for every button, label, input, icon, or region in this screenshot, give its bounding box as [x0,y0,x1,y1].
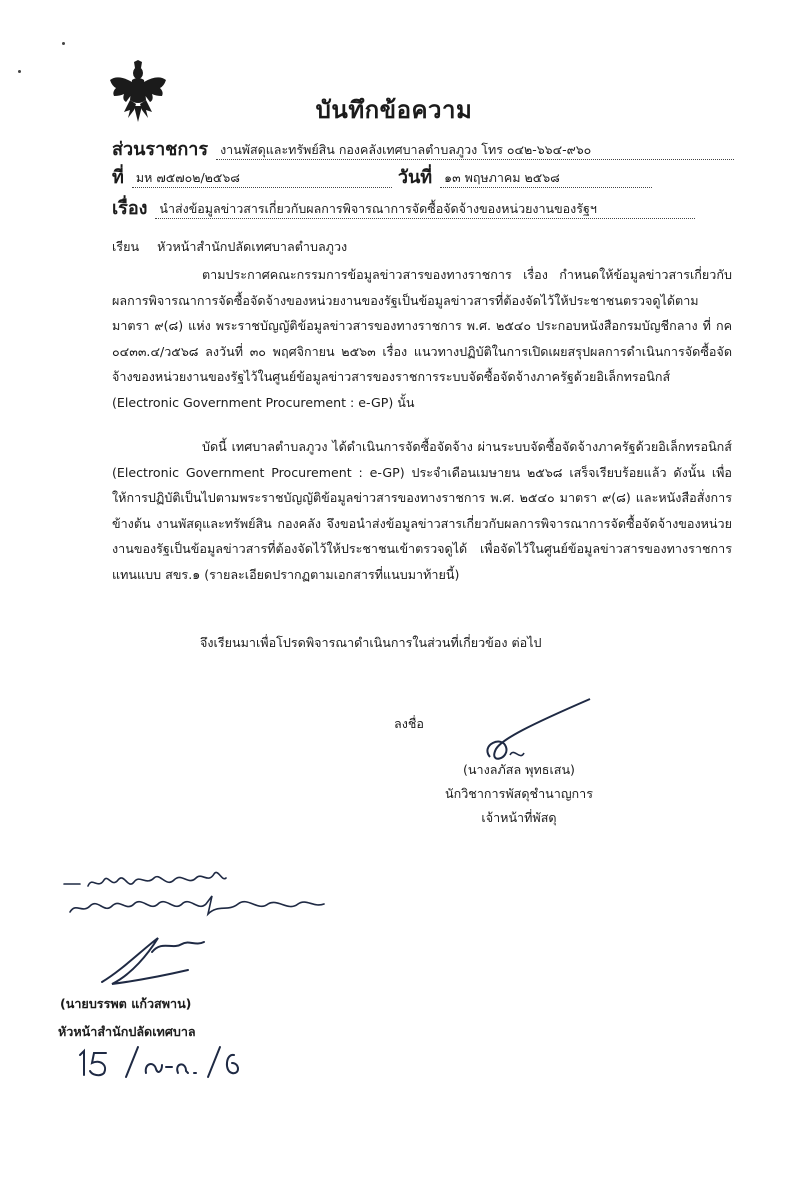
department-row [112,138,734,160]
department-label: ส่วนราชการ [112,139,209,160]
subject-label: เรื่อง [112,198,148,219]
approver-signature-scribble [92,930,222,992]
signer-position: นักวิชาการพัสดุชำนาญการ [444,786,594,801]
paragraph-1-text: ตามประกาศคณะกรรมการข้อมูลข่าวสารของทางราชการ เรื่อง กำหนดให้ข้อมูลข่าวสารเกี่ยวกับผลการพิจารณาการจัดซื้อจัดจ้างของหน่วยงานของรัฐเป็นข้อมูลข่าวสารที่ต้องจัดไว้ให้ประชาชนตรวจดูได้ตาม มาตรา ๙(๘) แห่ง พระราชบัญญัติข้อมูลข่าวสารของทางราชการ พ.ศ. ๒๕๔๐ ประกอบหนังสือกรมบัญชีกลาง ที่ กค ๐๔๓๓.๔/ว๕๖๘ ลงวันที่ ๓๐ พฤศจิกายน ๒๕๖๓ เรื่อง แนวทางปฏิบัติในการเปิดเผยสรุปผลการดำเนินการจัดซื้อจัดจ้างของหน่วยงานของรัฐไว้ในศูนย์ข้อมูลข่าวสารของราชการระบบจัดซื้อจัดจ้างภาครัฐด้วยอิเล็กทรอนิกส์ (Electronic Government Procurement : e-GP) นั้น [112,267,732,410]
handwritten-date [74,1045,244,1079]
salutation-label: เรียน [112,239,140,254]
closing-text: จึงเรียนมาเพื่อโปรดพิจารณาดำเนินการในส่วนที่เกี่ยวข้อง ต่อไป [200,635,542,650]
number-date-row [112,166,652,188]
number-label: ที่ [112,167,124,188]
subject-row [112,197,695,219]
salutation-value: หัวหน้าสำนักปลัดเทศบาลตำบลภูวง [157,239,348,254]
paragraph-2 [112,434,732,587]
signer-name: (นางลภัสล พุทธเสน) [463,762,575,777]
signer-role: เจ้าหน้าที่พัสดุ [481,810,557,825]
paragraph-1 [112,262,732,415]
signature-block [404,758,634,830]
salutation [112,234,361,260]
scan-dot [62,42,65,45]
date-value: ๑๓ พฤษภาคม ๒๕๖๘ [440,170,652,188]
handwritten-note [62,868,332,920]
date-label: วันที่ [397,167,433,188]
scan-dot [18,70,21,73]
paragraph-2-text: บัดนี้ เทศบาลตำบลภูวง ได้ดำเนินการจัดซื้อจัดจ้าง ผ่านระบบจัดซื้อจัดจ้างภาครัฐด้วยอิเล็กทรอนิกส์ (Electronic Government Procurement : e-GP) ประจำเดือนเมษายน ๒๕๖๘ เสร็จเรียบร้อยแล้ว ดังนั้น เพื่อให้การปฏิบัติเป็นไปตามพระราชบัญญัติข้อมูลข่าวสารของทางราชการ พ.ศ. ๒๕๔๐ มาตรา ๙(๘) และหนังสือสั่งการข้างต้น งานพัสดุและทรัพย์สิน กองคลัง จึงขอนำส่งข้อมูลข่าวสารเกี่ยวกับผลการพิจารณาการจัดซื้อจัดจ้างของหน่วยงานของรัฐเป็นข้อมูลข่าวสารที่ต้องจัดไว้ให้ประชาชนเข้าตรวจดูได้ เพื่อจัดไว้ในศูนย์ข้อมูลข่าวสารของทางราชการแทนแบบ สขร.๑ (รายละเอียดปรากฏตามเอกสารที่แนบมาท้ายนี้) [112,439,732,582]
signature-label: ลงชื่อ [394,716,424,731]
department-value: งานพัสดุและทรัพย์สิน กองคลังเทศบาลตำบลภูวง โทร ๐๔๒-๖๖๔-๙๖๐ [216,142,734,160]
approver-name: (นายบรรพต แก้วสพาน) [60,996,192,1011]
document-title: บันทึกข้อความ [315,96,473,124]
subject-value: นำส่งข้อมูลข่าวสารเกี่ยวกับผลการพิจารณาการจัดซื้อจัดจ้างของหน่วยงานของรัฐฯ [155,201,695,219]
number-value: มห ๗๕๗๐๒/๒๕๖๘ [132,170,392,188]
approver-position: หัวหน้าสำนักปลัดเทศบาล [58,1024,196,1039]
